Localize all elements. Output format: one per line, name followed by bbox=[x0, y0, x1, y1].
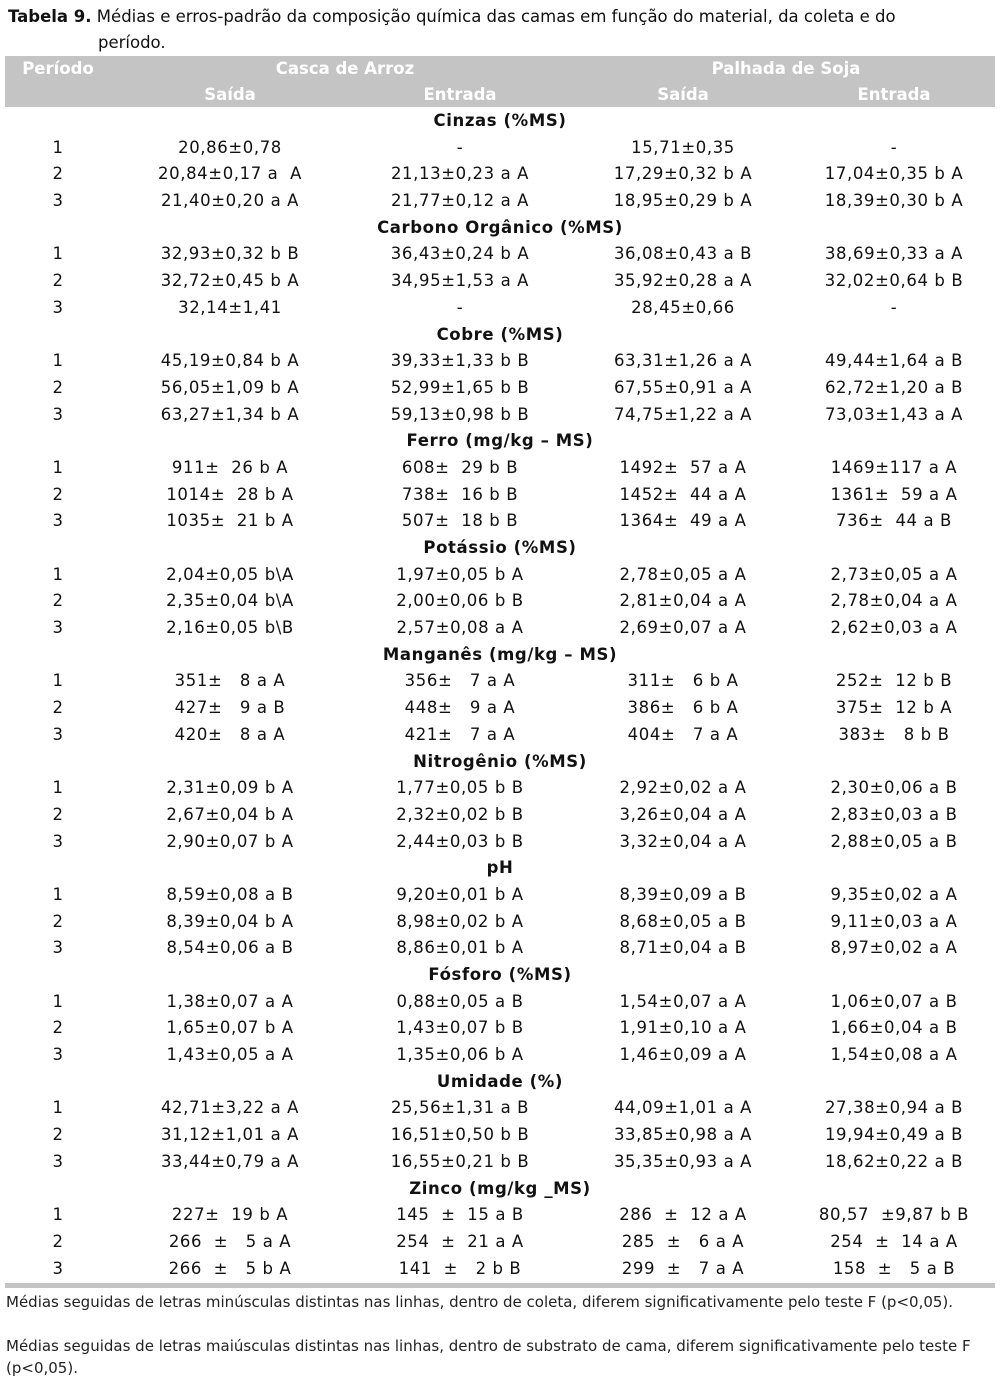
table-row bbox=[0, 909, 1000, 936]
value-cell: 0,88±0,05 a B bbox=[396, 991, 524, 1011]
periodo-cell: 3 bbox=[52, 191, 64, 211]
value-cell: 311± 6 b A bbox=[627, 671, 739, 691]
periodo-cell: 3 bbox=[52, 724, 64, 744]
value-cell: 52,99±1,65 b B bbox=[390, 377, 530, 397]
periodo-cell: 1 bbox=[52, 351, 64, 371]
section-title: Cobre (%MS) bbox=[436, 324, 564, 344]
value-cell: 227± 19 b A bbox=[171, 1205, 289, 1225]
value-cell: 2,69±0,07 a A bbox=[619, 618, 747, 638]
value-cell: 2,81±0,04 a A bbox=[619, 591, 747, 611]
table-row bbox=[0, 882, 1000, 909]
header-casca-de-arroz: Casca de Arroz bbox=[275, 59, 415, 78]
periodo-cell: 3 bbox=[52, 297, 64, 317]
value-cell: 44,09±1,01 a A bbox=[613, 1098, 753, 1118]
table-row bbox=[0, 241, 1000, 268]
section-title: Nitrogênio (%MS) bbox=[413, 751, 587, 771]
value-cell: 2,16±0,05 b\B bbox=[166, 618, 294, 638]
value-cell: 20,86±0,78 bbox=[178, 137, 282, 157]
caption-text-line1: Médias e erros-padrão da composição química das camas em função do material, da coleta e do bbox=[91, 7, 896, 26]
value-cell: 9,20±0,01 b A bbox=[396, 884, 524, 904]
header-palhada-entrada: Entrada bbox=[857, 85, 931, 104]
periodo-cell: 3 bbox=[52, 1258, 64, 1278]
table-row bbox=[0, 1202, 1000, 1229]
value-cell: 8,39±0,04 b A bbox=[166, 911, 294, 931]
periodo-cell: 3 bbox=[52, 938, 64, 958]
value-cell: 1469±117 a A bbox=[830, 457, 958, 477]
value-cell: 17,29±0,32 b A bbox=[613, 164, 753, 184]
value-cell: 2,44±0,03 b B bbox=[396, 831, 524, 851]
caption-text-line2: período. bbox=[98, 33, 166, 52]
value-cell: 59,13±0,98 b B bbox=[390, 404, 530, 424]
value-cell: 1,38±0,07 a A bbox=[166, 991, 294, 1011]
value-cell: 8,86±0,01 b A bbox=[396, 938, 524, 958]
value-cell: 1035± 21 b A bbox=[166, 511, 294, 531]
value-cell: 2,88±0,05 a B bbox=[830, 831, 958, 851]
value-cell: 1,54±0,08 a A bbox=[830, 1045, 958, 1065]
value-cell: 33,44±0,79 a A bbox=[160, 1151, 300, 1171]
value-cell: 8,68±0,05 a B bbox=[619, 911, 747, 931]
value-cell: 1,77±0,05 b B bbox=[396, 778, 524, 798]
value-cell: 738± 16 b B bbox=[401, 484, 519, 504]
value-cell: 158 ± 5 a B bbox=[832, 1258, 956, 1278]
periodo-cell: 1 bbox=[52, 564, 64, 584]
value-cell: 39,33±1,33 b B bbox=[390, 351, 530, 371]
value-cell: 19,94±0,49 a B bbox=[824, 1125, 964, 1145]
table-row bbox=[0, 588, 1000, 615]
value-cell: 3,32±0,04 a A bbox=[619, 831, 747, 851]
table-row bbox=[0, 1122, 1000, 1149]
value-cell: 56,05±1,09 b A bbox=[160, 377, 300, 397]
table-row bbox=[0, 989, 1000, 1016]
table-row bbox=[0, 375, 1000, 402]
periodo-cell: 2 bbox=[52, 271, 64, 291]
value-cell: 383± 8 b B bbox=[838, 724, 950, 744]
table-row bbox=[0, 188, 1000, 215]
table-row bbox=[0, 668, 1000, 695]
periodo-cell: 1 bbox=[52, 137, 64, 157]
periodo-cell: 2 bbox=[52, 911, 64, 931]
value-cell: 74,75±1,22 a A bbox=[613, 404, 753, 424]
table-row bbox=[0, 1042, 1000, 1069]
value-cell: 2,92±0,02 a A bbox=[619, 778, 747, 798]
value-cell: 28,45±0,66 bbox=[631, 297, 735, 317]
value-cell: - bbox=[890, 137, 898, 157]
value-cell: 32,02±0,64 b B bbox=[824, 271, 964, 291]
value-cell: 63,31±1,26 a A bbox=[613, 351, 753, 371]
value-cell: 2,57±0,08 a A bbox=[396, 618, 524, 638]
section-title: Potássio (%MS) bbox=[423, 538, 577, 557]
table-row bbox=[0, 161, 1000, 188]
value-cell: 1014± 28 b A bbox=[166, 484, 294, 504]
value-cell: 1,66±0,04 a B bbox=[830, 1018, 958, 1038]
table-row bbox=[0, 722, 1000, 749]
value-cell: 17,04±0,35 b A bbox=[824, 164, 964, 184]
value-cell: - bbox=[456, 137, 464, 157]
value-cell: - bbox=[456, 297, 464, 317]
table-row bbox=[0, 455, 1000, 482]
table-bottom-rule bbox=[5, 1283, 995, 1288]
value-cell: 2,90±0,07 b A bbox=[166, 831, 294, 851]
value-cell: 42,71±3,22 a A bbox=[160, 1098, 300, 1118]
value-cell: 420± 8 a A bbox=[174, 724, 286, 744]
table-row bbox=[0, 1229, 1000, 1256]
value-cell: 15,71±0,35 bbox=[631, 137, 735, 157]
periodo-cell: 1 bbox=[52, 457, 64, 477]
value-cell: 736± 44 a B bbox=[836, 511, 952, 531]
table-row bbox=[0, 402, 1000, 429]
value-cell: 35,35±0,93 a A bbox=[613, 1151, 753, 1171]
value-cell: 18,62±0,22 a B bbox=[824, 1151, 964, 1171]
section-title: Cinzas (%MS) bbox=[433, 111, 567, 130]
value-cell: 286 ± 12 a A bbox=[619, 1205, 747, 1225]
value-cell: 1,06±0,07 a B bbox=[830, 991, 958, 1011]
periodo-cell: 2 bbox=[52, 1231, 64, 1251]
value-cell: 45,19±0,84 b A bbox=[160, 351, 300, 371]
table-row bbox=[0, 135, 1000, 162]
value-cell: 36,08±0,43 a B bbox=[613, 244, 753, 264]
table-row bbox=[0, 508, 1000, 535]
periodo-cell: 3 bbox=[52, 831, 64, 851]
periodo-cell: 1 bbox=[52, 1205, 64, 1225]
periodo-cell: 1 bbox=[52, 991, 64, 1011]
value-cell: 31,12±1,01 a A bbox=[160, 1125, 300, 1145]
table-row bbox=[0, 1015, 1000, 1042]
periodo-cell: 2 bbox=[52, 591, 64, 611]
value-cell: 49,44±1,64 a B bbox=[824, 351, 964, 371]
value-cell: 911± 26 b A bbox=[171, 457, 289, 477]
value-cell: 2,04±0,05 b\A bbox=[166, 564, 294, 584]
table-row bbox=[0, 562, 1000, 589]
value-cell: 16,55±0,21 b B bbox=[390, 1151, 530, 1171]
value-cell: 2,67±0,04 b A bbox=[166, 804, 294, 824]
periodo-cell: 2 bbox=[52, 164, 64, 184]
value-cell: 32,93±0,32 b B bbox=[160, 244, 300, 264]
value-cell: 2,62±0,03 a A bbox=[830, 618, 958, 638]
value-cell: 145 ± 15 a B bbox=[396, 1205, 524, 1225]
value-cell: 141 ± 2 b B bbox=[398, 1258, 522, 1278]
value-cell: 36,43±0,24 b A bbox=[390, 244, 530, 264]
table-row bbox=[0, 775, 1000, 802]
value-cell: 21,13±0,23 a A bbox=[390, 164, 530, 184]
value-cell: 67,55±0,91 a A bbox=[613, 377, 753, 397]
value-cell: 1452± 44 a A bbox=[619, 484, 747, 504]
value-cell: 2,00±0,06 b B bbox=[396, 591, 524, 611]
value-cell: 8,97±0,02 a A bbox=[830, 938, 958, 958]
value-cell: 18,39±0,30 b A bbox=[824, 191, 964, 211]
table-row bbox=[0, 802, 1000, 829]
section-title: Umidade (%) bbox=[436, 1071, 564, 1091]
value-cell: 63,27±1,34 b A bbox=[160, 404, 300, 424]
value-cell: 9,11±0,03 a A bbox=[830, 911, 958, 931]
table-row bbox=[0, 615, 1000, 642]
table-row bbox=[0, 1149, 1000, 1176]
value-cell: 20,84±0,17 a A bbox=[158, 164, 302, 184]
footnote-uppercase: Médias seguidas de letras maiúsculas distintas nas linhas, dentro de substrato de cama, diferem significativamente pelo teste F (p<0,05). bbox=[6, 1337, 971, 1377]
value-cell: 34,95±1,53 a A bbox=[390, 271, 530, 291]
periodo-cell: 2 bbox=[52, 804, 64, 824]
table-row bbox=[0, 482, 1000, 509]
value-cell: 16,51±0,50 b B bbox=[390, 1125, 530, 1145]
periodo-cell: 1 bbox=[52, 244, 64, 264]
value-cell: 266 ± 5 b A bbox=[168, 1258, 292, 1278]
section-title: pH bbox=[486, 858, 514, 878]
value-cell: 254 ± 14 a A bbox=[830, 1231, 958, 1251]
table-row bbox=[0, 695, 1000, 722]
value-cell: 252± 12 b B bbox=[835, 671, 953, 691]
value-cell: 33,85±0,98 a A bbox=[613, 1125, 753, 1145]
value-cell: 254 ± 21 a A bbox=[396, 1231, 524, 1251]
table-body bbox=[0, 108, 1000, 1282]
value-cell: 8,39±0,09 a B bbox=[619, 884, 747, 904]
value-cell: 3,26±0,04 a A bbox=[619, 804, 747, 824]
value-cell: 1,46±0,09 a A bbox=[619, 1045, 747, 1065]
periodo-cell: 2 bbox=[52, 484, 64, 504]
value-cell: 18,95±0,29 b A bbox=[613, 191, 753, 211]
value-cell: 2,31±0,09 b A bbox=[166, 778, 294, 798]
value-cell: 356± 7 a A bbox=[404, 671, 516, 691]
header-casca-entrada: Entrada bbox=[423, 85, 497, 104]
value-cell: 2,73±0,05 a A bbox=[830, 564, 958, 584]
value-cell: 1,91±0,10 a A bbox=[619, 1018, 747, 1038]
value-cell: 608± 29 b B bbox=[401, 457, 519, 477]
value-cell: 27,38±0,94 a B bbox=[824, 1098, 964, 1118]
value-cell: 507± 18 b B bbox=[401, 511, 519, 531]
value-cell: 351± 8 a A bbox=[174, 671, 286, 691]
value-cell: 8,59±0,08 a B bbox=[166, 884, 294, 904]
periodo-cell: 3 bbox=[52, 618, 64, 638]
value-cell: 9,35±0,02 a A bbox=[830, 884, 958, 904]
value-cell: 32,14±1,41 bbox=[178, 297, 282, 317]
table-row bbox=[0, 935, 1000, 962]
value-cell: 1364± 49 a A bbox=[619, 511, 747, 531]
value-cell: 299 ± 7 a A bbox=[621, 1258, 745, 1278]
value-cell: 1,54±0,07 a A bbox=[619, 991, 747, 1011]
caption-label: Tabela 9. bbox=[8, 7, 92, 26]
value-cell: 21,40±0,20 a A bbox=[160, 191, 300, 211]
header-periodo: Período bbox=[22, 59, 94, 78]
value-cell: 1,65±0,07 b A bbox=[166, 1018, 294, 1038]
value-cell: 1,43±0,07 b B bbox=[396, 1018, 524, 1038]
value-cell: 32,72±0,45 b A bbox=[160, 271, 300, 291]
value-cell: 2,32±0,02 b B bbox=[396, 804, 524, 824]
footnote-lowercase: Médias seguidas de letras minúsculas distintas nas linhas, dentro de coleta, diferem significativamente pelo teste F (p<0,05). bbox=[6, 1293, 954, 1311]
header-palhada-de-soja: Palhada de Soja bbox=[711, 59, 861, 78]
header-casca-saida: Saída bbox=[204, 85, 256, 104]
value-cell: 80,57 ±9,87 b B bbox=[818, 1205, 970, 1225]
periodo-cell: 1 bbox=[52, 884, 64, 904]
value-cell: 1,97±0,05 b A bbox=[396, 564, 524, 584]
periodo-cell: 1 bbox=[52, 671, 64, 691]
section-title: Ferro (mg/kg – MS) bbox=[406, 431, 594, 451]
header-palhada-saida: Saída bbox=[657, 85, 709, 104]
value-cell: 1,35±0,06 b A bbox=[396, 1045, 524, 1065]
value-cell: 25,56±1,31 a B bbox=[390, 1098, 530, 1118]
value-cell: 2,78±0,04 a A bbox=[830, 591, 958, 611]
value-cell: 35,92±0,28 a A bbox=[613, 271, 753, 291]
value-cell: 21,77±0,12 a A bbox=[390, 191, 530, 211]
value-cell: 2,83±0,03 a B bbox=[830, 804, 958, 824]
value-cell: 1,43±0,05 a A bbox=[166, 1045, 294, 1065]
value-cell: 386± 6 b A bbox=[627, 698, 739, 718]
value-cell: 62,72±1,20 a B bbox=[824, 377, 964, 397]
table-row bbox=[0, 1095, 1000, 1122]
value-cell: 375± 12 b A bbox=[835, 698, 953, 718]
table-row bbox=[0, 1256, 1000, 1283]
periodo-cell: 2 bbox=[52, 1125, 64, 1145]
value-cell: 448± 9 a A bbox=[404, 698, 516, 718]
section-title: Zinco (mg/kg _MS) bbox=[409, 1178, 591, 1198]
value-cell: 2,78±0,05 a A bbox=[619, 564, 747, 584]
table-row bbox=[0, 295, 1000, 322]
value-cell: 1361± 59 a A bbox=[830, 484, 958, 504]
value-cell: 38,69±0,33 a A bbox=[824, 244, 964, 264]
periodo-cell: 1 bbox=[52, 778, 64, 798]
section-title: Manganês (mg/kg – MS) bbox=[382, 644, 618, 664]
periodo-cell: 3 bbox=[52, 1045, 64, 1065]
periodo-cell: 2 bbox=[52, 1018, 64, 1038]
periodo-cell: 3 bbox=[52, 511, 64, 531]
periodo-cell: 2 bbox=[52, 377, 64, 397]
table-row bbox=[0, 348, 1000, 375]
periodo-cell: 3 bbox=[52, 1151, 64, 1171]
value-cell: 421± 7 a A bbox=[404, 724, 516, 744]
table-row bbox=[0, 829, 1000, 856]
periodo-cell: 3 bbox=[52, 404, 64, 424]
value-cell: 2,35±0,04 b\A bbox=[166, 591, 294, 611]
value-cell: 73,03±1,43 a A bbox=[824, 404, 964, 424]
section-title: Fósforo (%MS) bbox=[428, 965, 572, 984]
value-cell: 2,30±0,06 a B bbox=[830, 778, 958, 798]
table-header bbox=[5, 56, 995, 107]
value-cell: 8,71±0,04 a B bbox=[619, 938, 747, 958]
value-cell: 427± 9 a B bbox=[174, 698, 286, 718]
value-cell: 285 ± 6 a A bbox=[621, 1231, 745, 1251]
value-cell: 266 ± 5 a A bbox=[168, 1231, 292, 1251]
table-caption bbox=[8, 4, 988, 56]
periodo-cell: 2 bbox=[52, 698, 64, 718]
value-cell: 8,98±0,02 b A bbox=[396, 911, 524, 931]
section-title: Carbono Orgânico (%MS) bbox=[377, 217, 623, 237]
value-cell: 8,54±0,06 a B bbox=[166, 938, 294, 958]
table-row bbox=[0, 268, 1000, 295]
periodo-cell: 1 bbox=[52, 1098, 64, 1118]
value-cell: 1492± 57 a A bbox=[619, 457, 747, 477]
value-cell: 404± 7 a A bbox=[627, 724, 739, 744]
value-cell: - bbox=[890, 297, 898, 317]
